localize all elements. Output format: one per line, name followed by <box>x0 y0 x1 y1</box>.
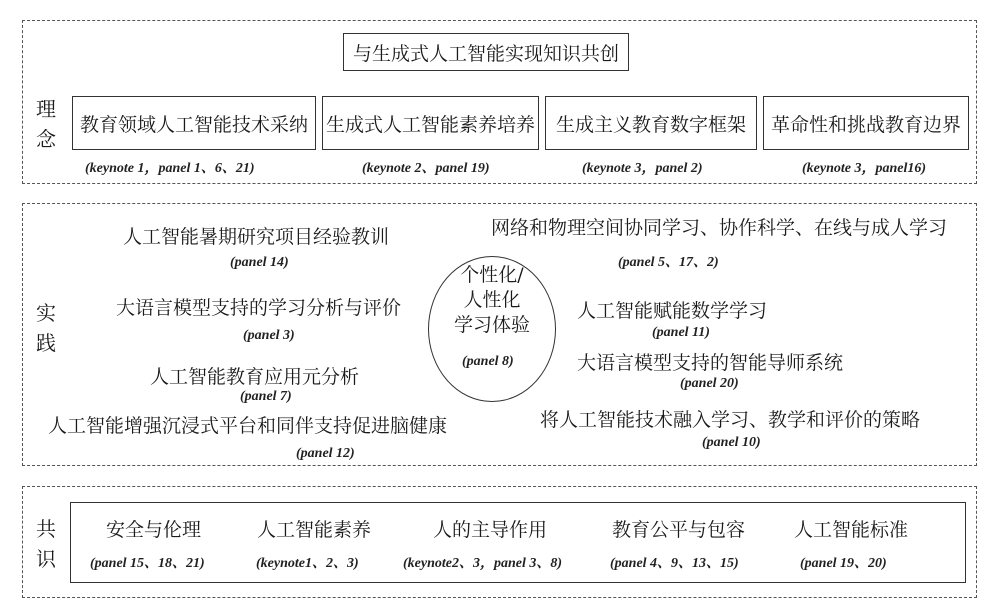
practice-right-topic: 大语言模型支持的智能导师系统 <box>577 352 844 374</box>
concept-item-ref: (keynote 2、panel 19) <box>362 161 490 176</box>
practice-left-ref: (panel 14) <box>230 255 289 270</box>
consensus-item: 人工智能素养 <box>257 519 372 541</box>
practice-right-ref: (panel 5、17、2) <box>618 255 719 270</box>
concept-item-ref: (keynote 3，panel 2) <box>582 161 703 176</box>
concept-section-label: 理 念 <box>36 97 56 151</box>
practice-right-topic: 将人工智能技术融入学习、教学和评价的策略 <box>540 409 921 431</box>
concept-item-box: 教育领域人工智能技术采纳 <box>72 96 316 150</box>
practice-section-label: 实 践 <box>36 301 56 355</box>
consensus-item: 安全与伦理 <box>106 519 202 541</box>
consensus-item: 人的主导作用 <box>433 519 548 541</box>
practice-right-topic: 网络和物理空间协同学习、协作科学、在线与成人学习 <box>491 217 948 239</box>
consensus-item: 教育公平与包容 <box>612 519 746 541</box>
consensus-item-ref: (keynote2、3，panel 3、8) <box>403 556 563 571</box>
practice-left-topic: 人工智能增强沉浸式平台和同伴支持促进脑健康 <box>48 415 448 437</box>
practice-left-topic: 大语言模型支持的学习分析与评价 <box>116 297 402 319</box>
practice-left-topic: 人工智能暑期研究项目经验教训 <box>123 226 390 248</box>
consensus-section-label: 共 识 <box>36 517 56 571</box>
concept-item-ref: (keynote 1，panel 1、6、21) <box>85 161 255 176</box>
concept-item-box: 革命性和挑战教育边界 <box>763 96 969 150</box>
concept-title: 与生成式人工智能实现知识共创 <box>352 42 619 65</box>
consensus-item-ref: (panel 15、18、21) <box>90 556 205 571</box>
practice-left-ref: (panel 3) <box>243 328 295 343</box>
consensus-item: 人工智能标准 <box>794 519 909 541</box>
personalized-learning-text: 个性化/ 人性化 学习体验 <box>453 264 530 336</box>
practice-left-ref: (panel 7) <box>240 389 292 404</box>
practice-left-ref: (panel 12) <box>296 446 355 461</box>
consensus-item-ref: (keynote1、2、3) <box>256 556 359 571</box>
personalized-learning-ref: (panel 8) <box>462 354 514 369</box>
consensus-item-ref: (panel 4、9、13、15) <box>610 556 739 571</box>
practice-right-topic: 人工智能赋能数学学习 <box>577 300 768 322</box>
practice-right-ref: (panel 20) <box>680 376 739 391</box>
concept-item-ref: (keynote 3，panel16) <box>802 161 927 176</box>
concept-item-box: 生成式人工智能素养培养 <box>322 96 539 150</box>
practice-left-topic: 人工智能教育应用元分析 <box>150 366 360 388</box>
consensus-item-ref: (panel 19、20) <box>800 556 887 571</box>
concept-item-box: 生成主义教育数字框架 <box>545 96 757 150</box>
practice-right-ref: (panel 10) <box>702 435 761 450</box>
concept-title-box <box>343 33 629 71</box>
practice-right-ref: (panel 11) <box>652 325 710 340</box>
